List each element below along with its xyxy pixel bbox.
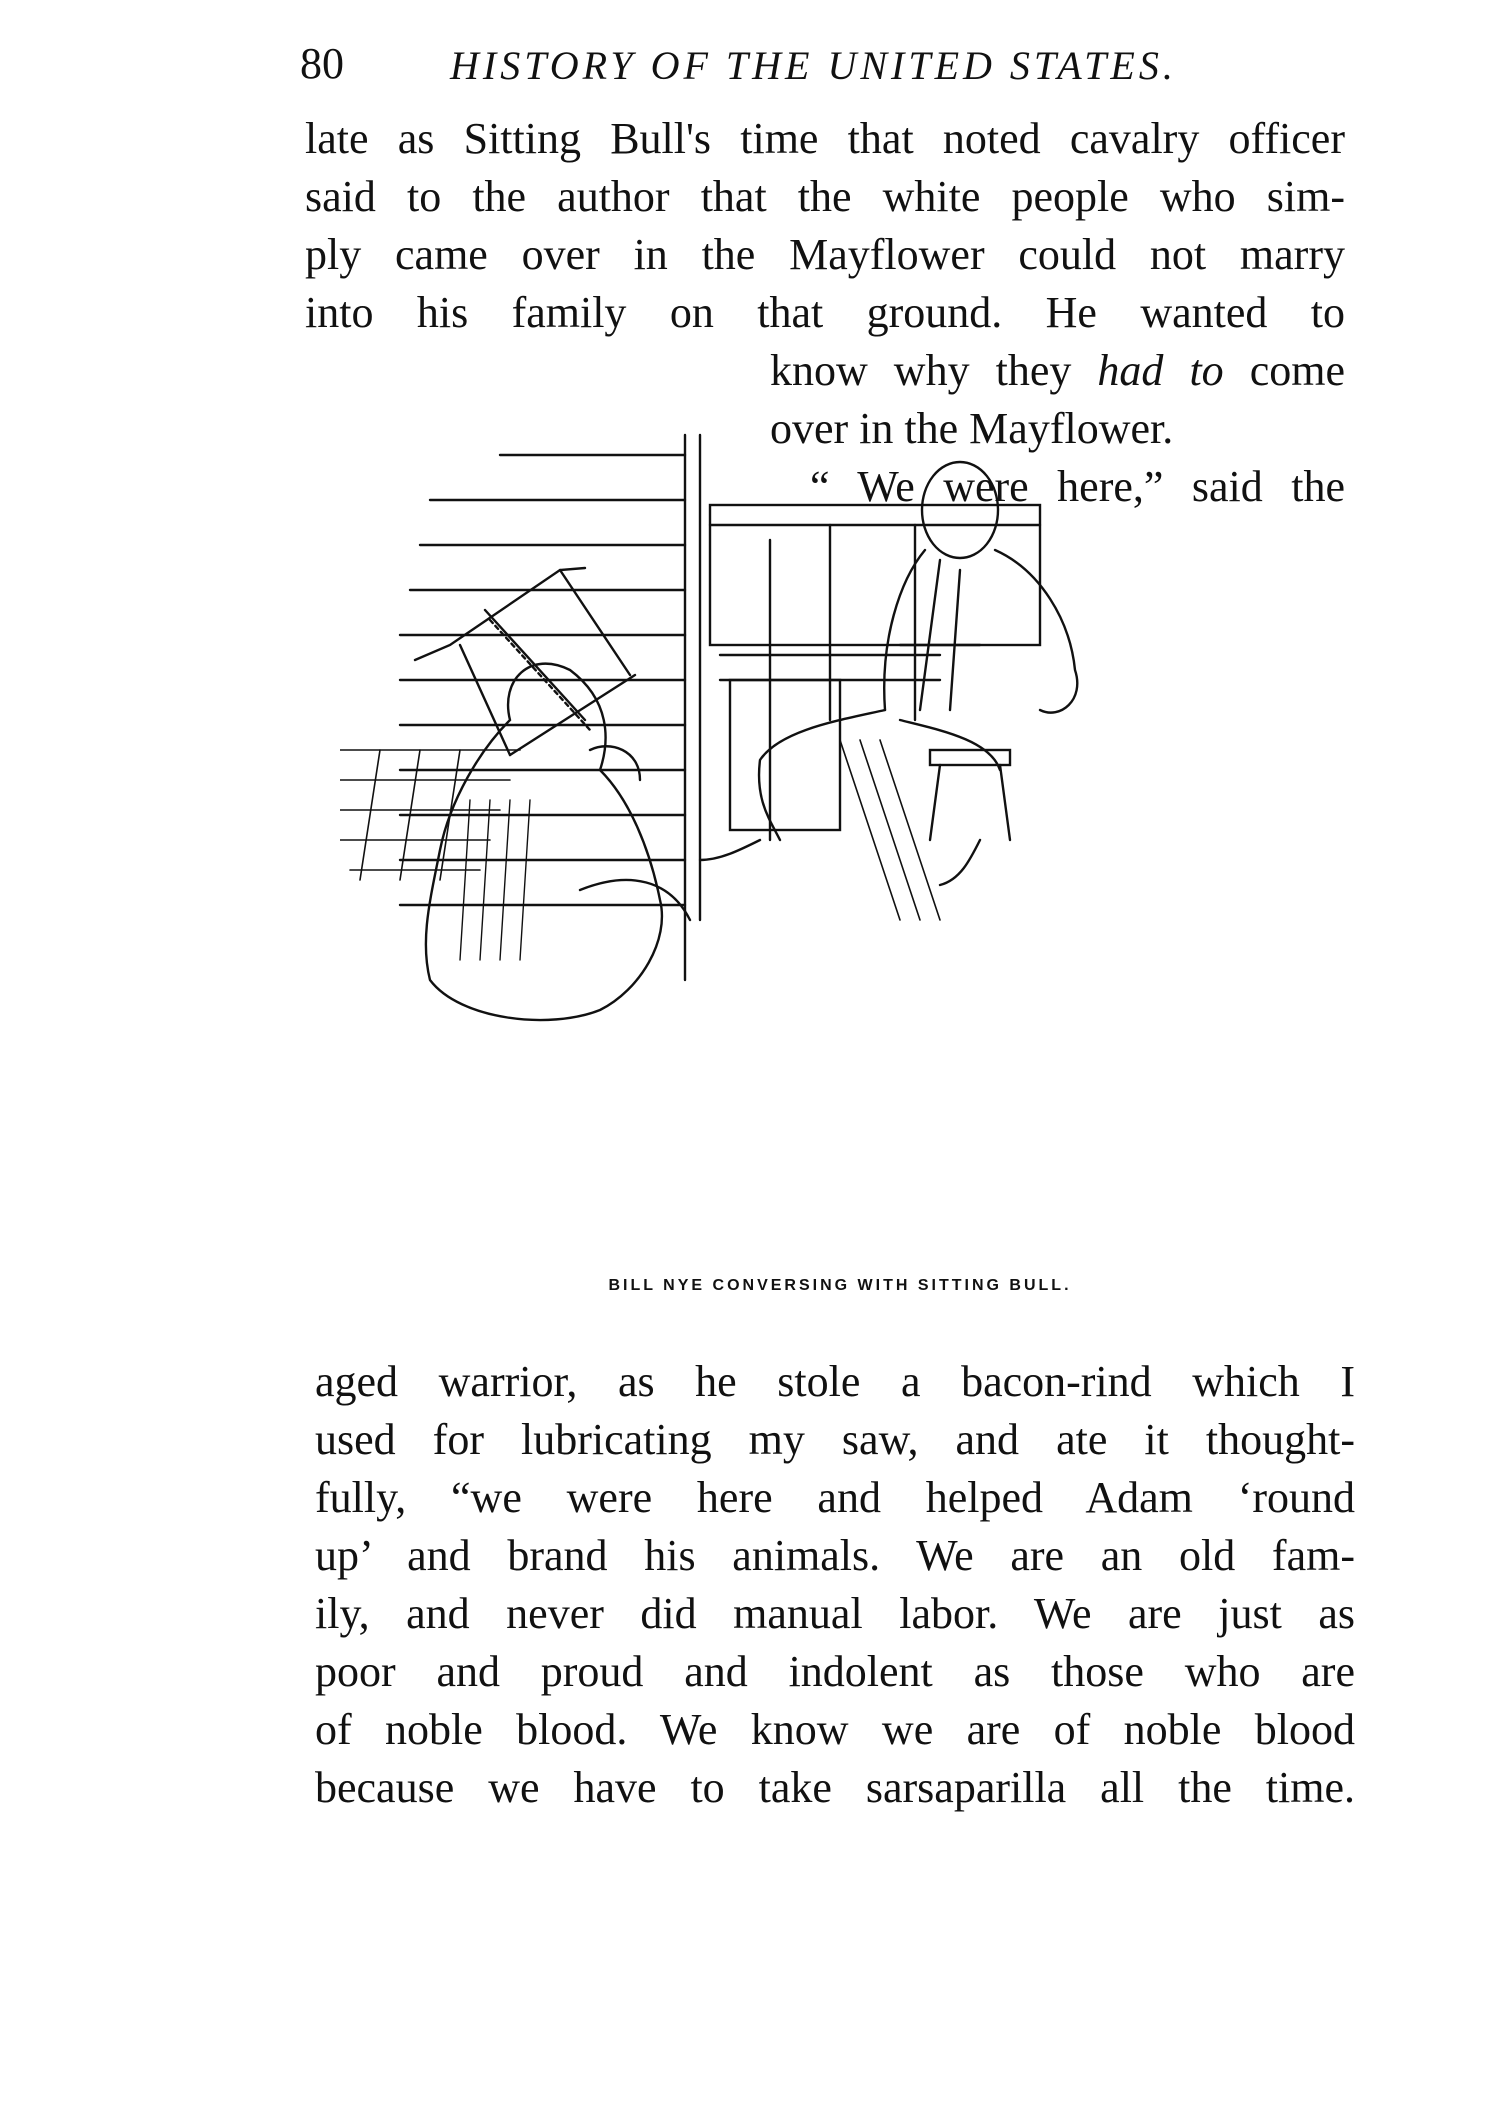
bow-saw-drawing bbox=[415, 568, 635, 755]
page-number: 80 bbox=[300, 39, 344, 88]
sitting-bull-figure bbox=[426, 664, 690, 1020]
body-line: ily, and never did manual labor. We are just as bbox=[315, 1589, 1355, 1638]
body-line: said to the author that the white people who sim- bbox=[305, 172, 1345, 221]
body-line: up’ and brand his animals. We are an old fam- bbox=[315, 1531, 1355, 1580]
body-line: used for lubricating my saw, and ate it thought- bbox=[315, 1415, 1355, 1464]
body-line: poor and proud and indolent as those who are bbox=[315, 1647, 1355, 1696]
body-line: aged warrior, as he stole a bacon-rind which I bbox=[315, 1357, 1355, 1406]
clapboard-siding bbox=[400, 435, 700, 980]
running-head: HISTORY OF THE UNITED STATES. bbox=[450, 43, 1177, 88]
emphasis: had to bbox=[1097, 346, 1224, 395]
pen-drawing-illustration bbox=[340, 420, 1320, 1260]
body-line-wrapped: over in the Mayflower. bbox=[770, 404, 1174, 453]
body-line: late as Sitting Bull's time that noted cavalry officer bbox=[305, 114, 1345, 163]
body-line: because we have to take sarsaparilla all the time. bbox=[315, 1763, 1355, 1812]
brick-ground-hatching bbox=[340, 740, 940, 920]
body-line: of noble blood. We know we are of noble blood bbox=[315, 1705, 1355, 1754]
text-fragment: know why they bbox=[770, 346, 1072, 395]
text-fragment: come bbox=[1249, 346, 1345, 395]
illustration-caption: BILL NYE CONVERSING WITH SITTING BULL. bbox=[608, 1277, 1072, 1294]
body-line-wrapped bbox=[770, 342, 1345, 400]
page-header bbox=[300, 38, 1220, 98]
illustration bbox=[340, 420, 1320, 1260]
body-line: fully, “we were here and helped Adam ‘round bbox=[315, 1473, 1355, 1522]
body-line: ply came over in the Mayflower could not marry bbox=[305, 230, 1345, 279]
body-line: into his family on that ground. He wanted to bbox=[305, 288, 1345, 337]
body-line-wrapped: “ We were here,” said the bbox=[810, 462, 1345, 511]
